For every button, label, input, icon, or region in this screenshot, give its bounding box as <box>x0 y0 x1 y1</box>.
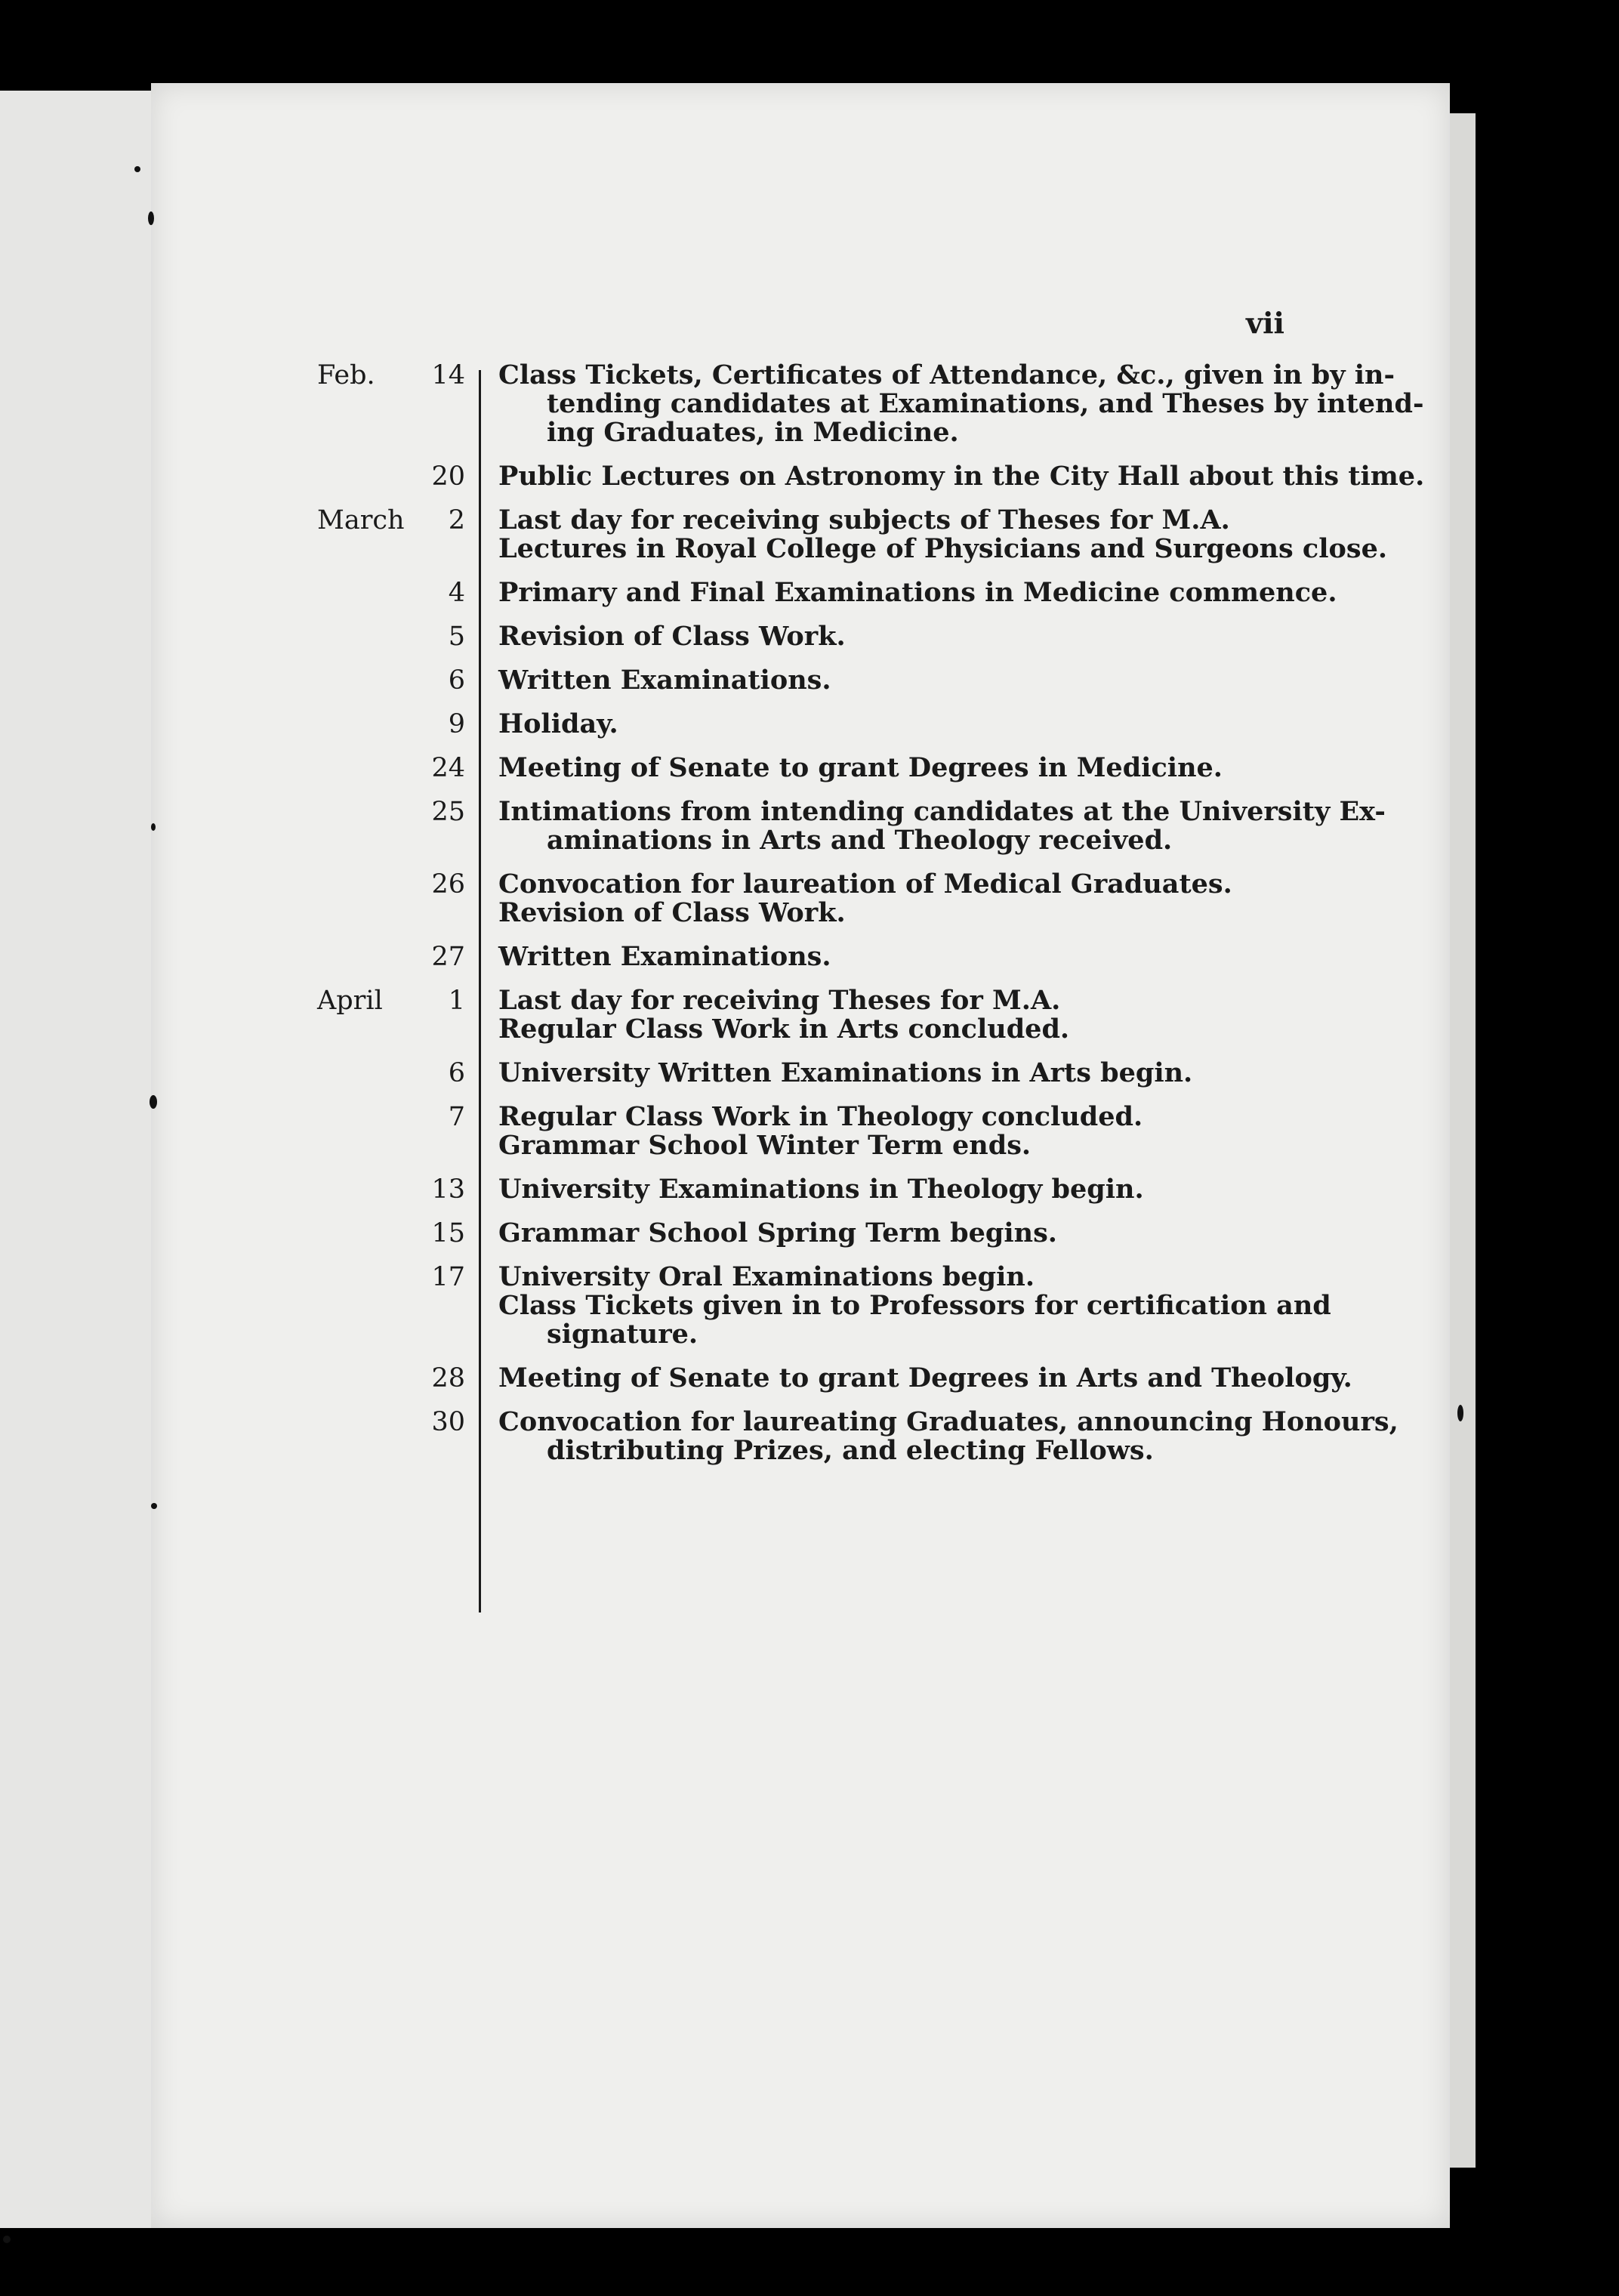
entry-line: Convocation for laureation of Medical Graduates. <box>498 869 1232 900</box>
entry-day: 7 <box>448 1102 465 1132</box>
entry-line: Written Examinations. <box>498 941 831 972</box>
entry-date <box>317 1175 465 1204</box>
entry-month <box>317 1103 325 1131</box>
entry-line: University Written Examinations in Arts begin. <box>498 1057 1193 1088</box>
calendar-entry <box>317 666 1299 695</box>
entry-text <box>498 1059 1291 1088</box>
entry-date <box>317 462 465 491</box>
entry-line: Revision of Class Work. <box>498 897 846 928</box>
entry-month <box>317 754 325 782</box>
entry-date <box>317 1364 465 1393</box>
calendar-entry <box>317 943 1299 971</box>
page-number: vii <box>1246 306 1284 340</box>
entry-line: Regular Class Work in Arts concluded. <box>498 1014 1070 1045</box>
entry-text <box>498 754 1291 782</box>
entry-line: Class Tickets, Certificates of Attendance, &c., given in by in- <box>498 360 1395 390</box>
entry-text <box>498 710 1291 739</box>
entry-line: aminations in Arts and Theology received. <box>547 825 1173 856</box>
calendar-entry <box>317 796 1386 856</box>
calendar-entry <box>317 577 1337 608</box>
calendar-entry <box>317 754 1299 782</box>
calendar-entry <box>317 1362 1352 1393</box>
entry-line: Grammar School Spring Term begins. <box>498 1217 1057 1248</box>
calendar-entry <box>317 1219 1299 1248</box>
entry-date <box>317 361 465 390</box>
entry-text <box>498 870 1291 927</box>
adjacent-page-edge <box>0 91 151 2228</box>
entry-line: Last day for receiving Theses for M.A. <box>498 985 1061 1016</box>
entry-date <box>317 754 465 782</box>
entry-line: Convocation for laureating Graduates, announcing Honours, <box>498 1406 1399 1437</box>
entry-date <box>317 1408 465 1437</box>
margin-speck <box>148 211 154 225</box>
entry-day: 28 <box>431 1363 465 1393</box>
entry-line: tending candidates at Examinations, and Theses by intend- <box>547 388 1424 419</box>
entry-month <box>317 870 325 899</box>
entry-month: Feb. <box>317 360 375 390</box>
entry-line: Written Examinations. <box>498 665 831 696</box>
entry-date <box>317 710 465 739</box>
entry-month <box>317 579 325 607</box>
entry-date <box>317 986 465 1015</box>
entry-line: signature. <box>547 1319 698 1350</box>
entry-day: 17 <box>431 1262 465 1292</box>
entry-month <box>317 622 325 651</box>
entry-line: Public Lectures on Astronomy in the City Hall about this time. <box>498 461 1425 492</box>
calendar-entry <box>317 505 1388 564</box>
entry-text <box>498 1103 1291 1160</box>
calendar-entry <box>317 1261 1331 1350</box>
entry-line: Meeting of Senate to grant Degrees in Arts and Theology. <box>498 1362 1352 1393</box>
entry-line: Revision of Class Work. <box>498 621 846 652</box>
entry-line: ing Graduates, in Medicine. <box>547 417 959 448</box>
calendar-entry <box>317 870 1299 927</box>
entry-date <box>317 1219 465 1248</box>
entry-date <box>317 622 465 651</box>
entry-month <box>317 462 325 491</box>
entry-date <box>317 943 465 971</box>
entry-date <box>317 506 465 535</box>
entry-line: University Oral Examinations begin. <box>498 1261 1035 1292</box>
entry-line: Regular Class Work in Theology concluded. <box>498 1101 1143 1132</box>
calendar-entries <box>317 360 1425 1480</box>
entry-date <box>317 798 465 826</box>
entry-text <box>498 986 1291 1044</box>
entry-month <box>317 1364 325 1393</box>
calendar-entry <box>317 1175 1299 1204</box>
entry-day: 30 <box>431 1407 465 1437</box>
entry-month <box>317 1219 325 1248</box>
entry-day: 24 <box>431 753 465 783</box>
entry-month: March <box>317 505 405 535</box>
entry-month <box>317 666 325 695</box>
entry-line: Meeting of Senate to grant Degrees in Medicine. <box>498 752 1223 783</box>
entry-month <box>317 1408 325 1437</box>
entry-day: 5 <box>448 622 465 652</box>
entry-month <box>317 1175 325 1204</box>
entry-month <box>317 1059 325 1088</box>
entry-day: 20 <box>431 461 465 492</box>
entry-day: 26 <box>431 869 465 900</box>
entry-text <box>498 1219 1291 1248</box>
entry-day: 13 <box>431 1174 465 1205</box>
calendar-entry <box>317 622 1299 651</box>
entry-line: Intimations from intending candidates at the University Ex- <box>498 796 1386 827</box>
entry-text <box>498 1362 1352 1393</box>
calendar-entry <box>317 986 1299 1044</box>
entry-date <box>317 1059 465 1088</box>
entry-line: Holiday. <box>498 708 618 739</box>
entry-date <box>317 1263 465 1292</box>
margin-speck <box>151 1503 157 1509</box>
entry-month <box>317 1263 325 1292</box>
calendar-entry <box>317 360 1424 448</box>
entry-text <box>498 505 1388 564</box>
entry-text <box>498 577 1337 608</box>
entry-day: 4 <box>448 578 465 608</box>
entry-day: 6 <box>448 1058 465 1088</box>
entry-date <box>317 1103 465 1131</box>
page-shadow-edge <box>1450 113 1476 2168</box>
entry-line: Primary and Final Examinations in Medicine commence. <box>498 577 1337 608</box>
entry-line: Grammar School Winter Term ends. <box>498 1130 1032 1161</box>
entry-text <box>498 461 1425 492</box>
calendar-entry <box>317 461 1425 492</box>
entry-text <box>498 666 1291 695</box>
entry-day: 6 <box>448 665 465 696</box>
entry-line: Class Tickets given in to Professors for certification and <box>498 1290 1331 1321</box>
entry-date <box>317 579 465 607</box>
entry-text <box>498 622 1291 651</box>
entry-text <box>498 360 1424 448</box>
margin-speck <box>3 2236 11 2243</box>
calendar-entry <box>317 1059 1299 1088</box>
entry-day: 1 <box>448 986 465 1016</box>
entry-text <box>498 1406 1399 1466</box>
calendar-entry <box>317 710 1299 739</box>
entry-day: 14 <box>431 360 465 390</box>
margin-speck <box>150 1095 157 1109</box>
calendar-entry <box>317 1103 1299 1160</box>
entry-text <box>498 943 1291 971</box>
entry-month <box>317 943 325 971</box>
margin-speck <box>1457 1405 1463 1421</box>
entry-day: 2 <box>448 505 465 535</box>
entry-line: Last day for receiving subjects of Theses for M.A. <box>498 505 1230 535</box>
entry-month <box>317 710 325 739</box>
margin-speck <box>151 823 156 831</box>
entry-month: April <box>317 986 383 1016</box>
margin-speck <box>134 166 140 172</box>
entry-day: 25 <box>431 797 465 827</box>
entry-line: University Examinations in Theology begin. <box>498 1174 1144 1205</box>
entry-day: 9 <box>448 709 465 739</box>
calendar-entry <box>317 1406 1399 1466</box>
entry-date <box>317 870 465 899</box>
entry-text <box>498 796 1386 856</box>
entry-text <box>498 1175 1291 1204</box>
entry-month <box>317 798 325 826</box>
entry-day: 27 <box>431 942 465 972</box>
entry-line: distributing Prizes, and electing Fellows. <box>547 1435 1154 1466</box>
entry-day: 15 <box>431 1218 465 1248</box>
entry-date <box>317 666 465 695</box>
entry-line: Lectures in Royal College of Physicians and Surgeons close. <box>498 533 1388 564</box>
entry-text <box>498 1261 1331 1350</box>
